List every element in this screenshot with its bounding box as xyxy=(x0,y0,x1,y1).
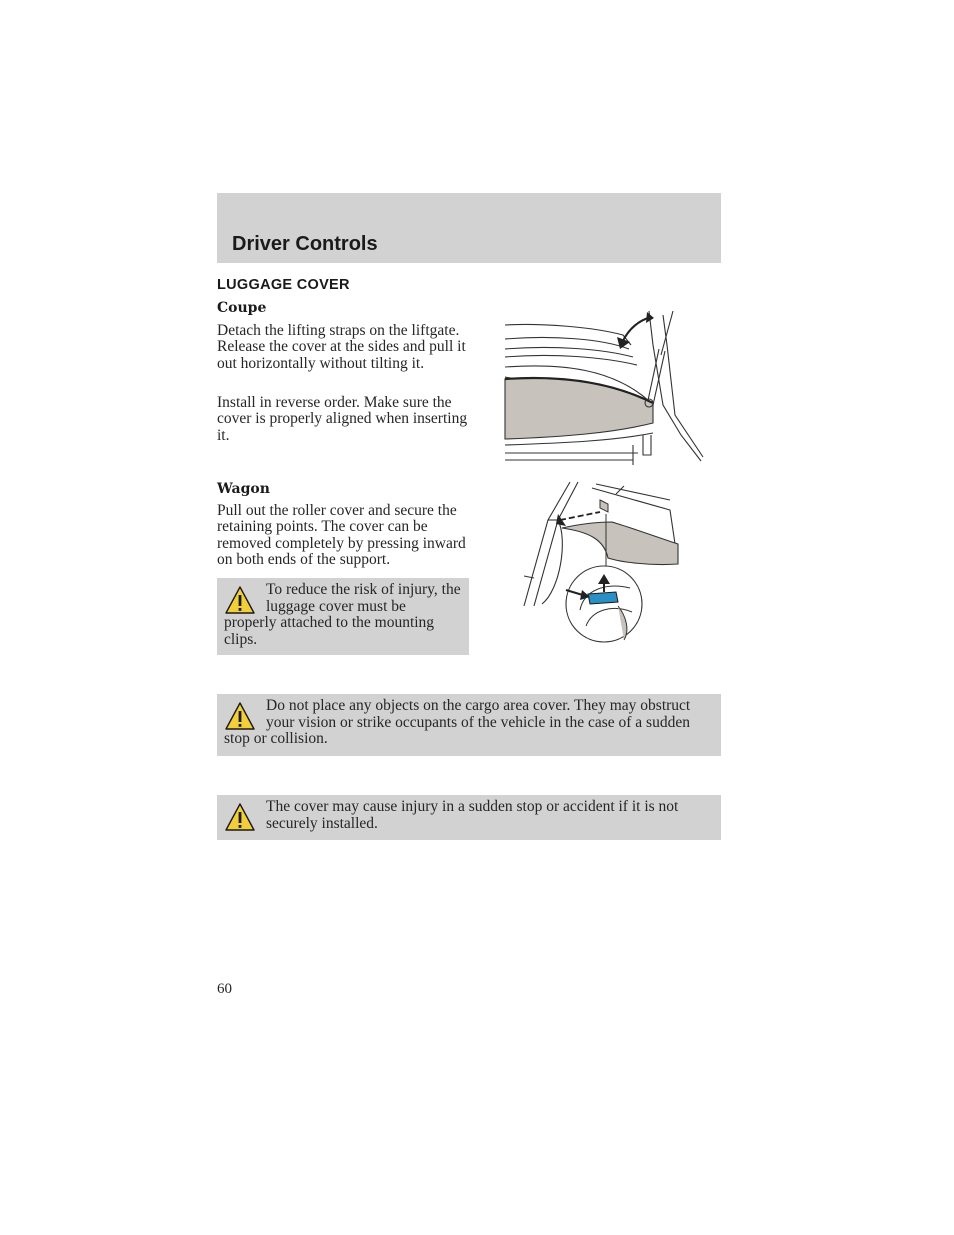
page-number: 60 xyxy=(217,981,232,997)
coupe-paragraph-2: Install in reverse order. Make sure the cover is properly aligned when inserting it. xyxy=(217,394,468,444)
coupe-luggage-cover-illustration xyxy=(503,305,705,467)
warning-box-secure-install xyxy=(217,795,721,840)
warning-triangle-icon xyxy=(224,701,256,731)
wagon-heading: Wagon xyxy=(217,481,270,497)
warning-triangle-icon xyxy=(224,585,256,615)
warning-text-cargo-objects: Do not place any objects on the cargo area cover. They may obstruct your vision or strike occupants of the vehicle in the case of a sudden stop or collision. xyxy=(224,697,691,748)
warning-triangle-icon xyxy=(224,802,256,832)
wagon-roller-cover-illustration xyxy=(520,480,682,646)
chapter-title: Driver Controls xyxy=(232,233,378,255)
warning-text-secure-install: The cover may cause injury in a sudden stop or accident if it is not securely installed. xyxy=(266,798,679,832)
coupe-heading: Coupe xyxy=(217,300,267,316)
wagon-paragraph: Pull out the roller cover and secure the retaining points. The cover can be removed completely by pressing inward on both ends of the support. xyxy=(217,502,466,568)
warning-text-mounting-clips: To reduce the risk of injury, the luggage cover must be properly attached to the mounting clips. xyxy=(224,581,461,648)
header-band xyxy=(217,193,721,263)
section-heading: LUGGAGE COVER xyxy=(217,277,350,293)
warning-box-cargo-objects xyxy=(217,694,721,756)
coupe-paragraph-1: Detach the lifting straps on the liftgate. Release the cover at the sides and pull it out horizontally without tilting it. xyxy=(217,322,466,372)
warning-box-mounting-clips xyxy=(217,578,469,655)
